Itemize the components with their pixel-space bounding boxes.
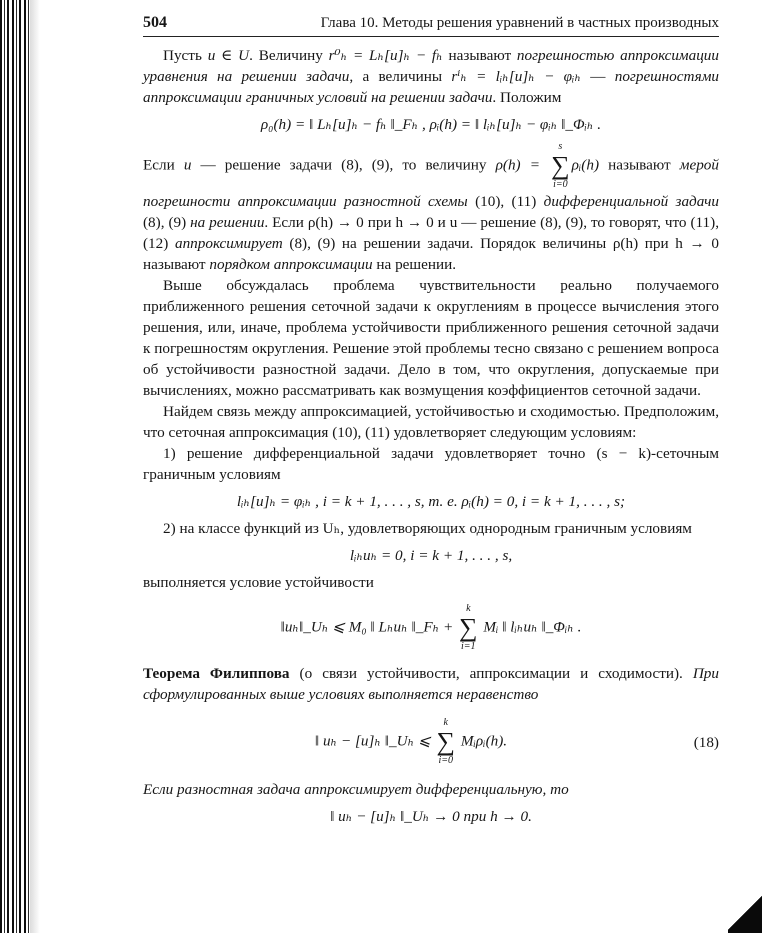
- formula-rho-definitions: ρ₀(h) = ‖ Lₕ[u]ₕ − fₕ ‖_Fₕ , ρᵢ(h) = ‖ lᵢₕ[u]ₕ − φᵢₕ ‖_Φᵢₕ .: [260, 116, 602, 133]
- condition-2: 2) на классе функций из Uₕ, удовлетворяющих однородным граничным условиям: [163, 520, 692, 537]
- page-corner-shadow: [728, 893, 762, 933]
- formula-stability: ‖uₕ‖_Uₕ ⩽ M₀ ‖ Lₕuₕ ‖_Fₕ + k ∑ i=1 Mᵢ ‖ lᵢₕuₕ ‖_Φᵢₕ .: [280, 603, 582, 652]
- paragraph-stability-problem: Выше обсуждалась проблема чувствительности реально получаемого приближенного решения сеточной задачи к округлениям в процессе вычисления этого решения, или, иначе, проблема устойчивости приближенного решения сеточной задачи к погрешностям округления. Решение этой проблемы тесно связано с решением вопроса об устойчивости разностной задачи. Дело в том, что округления, допускаемые при вычислениях, можно рассматривать как возмущения коэффициентов сеточной задачи.: [143, 277, 719, 399]
- sum-symbol: k ∑ i=1: [459, 603, 478, 652]
- running-header: [143, 12, 719, 37]
- term-equation-approx-error: погрешностью аппроксимации уравнения на решении задачи: [143, 47, 719, 85]
- chapter-title: Глава 10. Методы решения уравнений в частных производных: [320, 15, 719, 31]
- paragraph-conclusion: Если разностная задача аппроксимирует дифференциальную, то: [143, 781, 569, 798]
- page-number: 504: [143, 14, 167, 31]
- condition-1: 1) решение дифференциальной задачи удовлетворяет точно (s − k)-сеточным граничным условиям: [143, 445, 719, 483]
- theorem-filippov: Теорема Филиппова (о связи устойчивости, аппроксимации и сходимости). При сформулированных выше условиях выполняется неравенство: [143, 665, 719, 703]
- formula-boundary-exact: lᵢₕ[u]ₕ = φᵢₕ , i = k + 1, . . . , s, т. е. ρᵢ(h) = 0, i = k + 1, . . . , s;: [236, 493, 626, 510]
- formula-homogeneous-boundary: lᵢₕuₕ = 0, i = k + 1, . . . , s,: [349, 547, 513, 564]
- sum-symbol: k ∑ i=0: [436, 717, 456, 766]
- paragraph-definitions: Пусть u ∈ U. Величину r⁰ₕ = Lₕ[u]ₕ − fₕ называют погрешностью аппроксимации уравнения на решении задачи, а величины rⁱₕ = lᵢₕ[u]ₕ − φᵢₕ — погрешностями аппроксимации граничных условий на решении задачи. Положим: [143, 47, 720, 106]
- term-boundary-approx-error: погрешностями аппроксимации граничных условий на решении задачи: [143, 68, 720, 106]
- paragraph-approximation-measure: Если u — решение задачи (8), (9), то величину ρ(h) = s ∑ i=0 ρᵢ(h) называют мерой погрешности аппроксимации разностной схемы (10), (11) дифференциальной задачи (8), (9) на решении. Если ρ(h) → 0 при h → 0 и u — решение (8), (9), то говорят, что (11), (12) аппроксимирует (8), (9) на решении задачи. Порядок величины ρ(h) при h → 0 называют порядком аппроксимации на решении.: [143, 141, 719, 273]
- book-spine-shadow: [0, 0, 40, 933]
- sum-symbol: s ∑ i=0: [551, 141, 570, 190]
- paragraph-stability-condition: выполняется условие устойчивости: [143, 574, 374, 591]
- equation-number: (18): [693, 733, 719, 751]
- theorem-title: Теорема Филиппова: [143, 665, 290, 682]
- book-page: [143, 12, 719, 833]
- formula-convergence: ‖ uₕ − [u]ₕ ‖_Uₕ → 0 при h → 0.: [330, 808, 532, 825]
- formula-convergence-estimate: ‖ uₕ − [u]ₕ ‖_Uₕ ⩽ k ∑ i=0 Mᵢρᵢ(h). (18): [314, 717, 719, 766]
- paragraph-relation: Найдем связь между аппроксимацией, устойчивостью и сходимостью. Предположим, что сеточная аппроксимация (10), (11) удовлетворяет следующим условиям:: [143, 403, 719, 441]
